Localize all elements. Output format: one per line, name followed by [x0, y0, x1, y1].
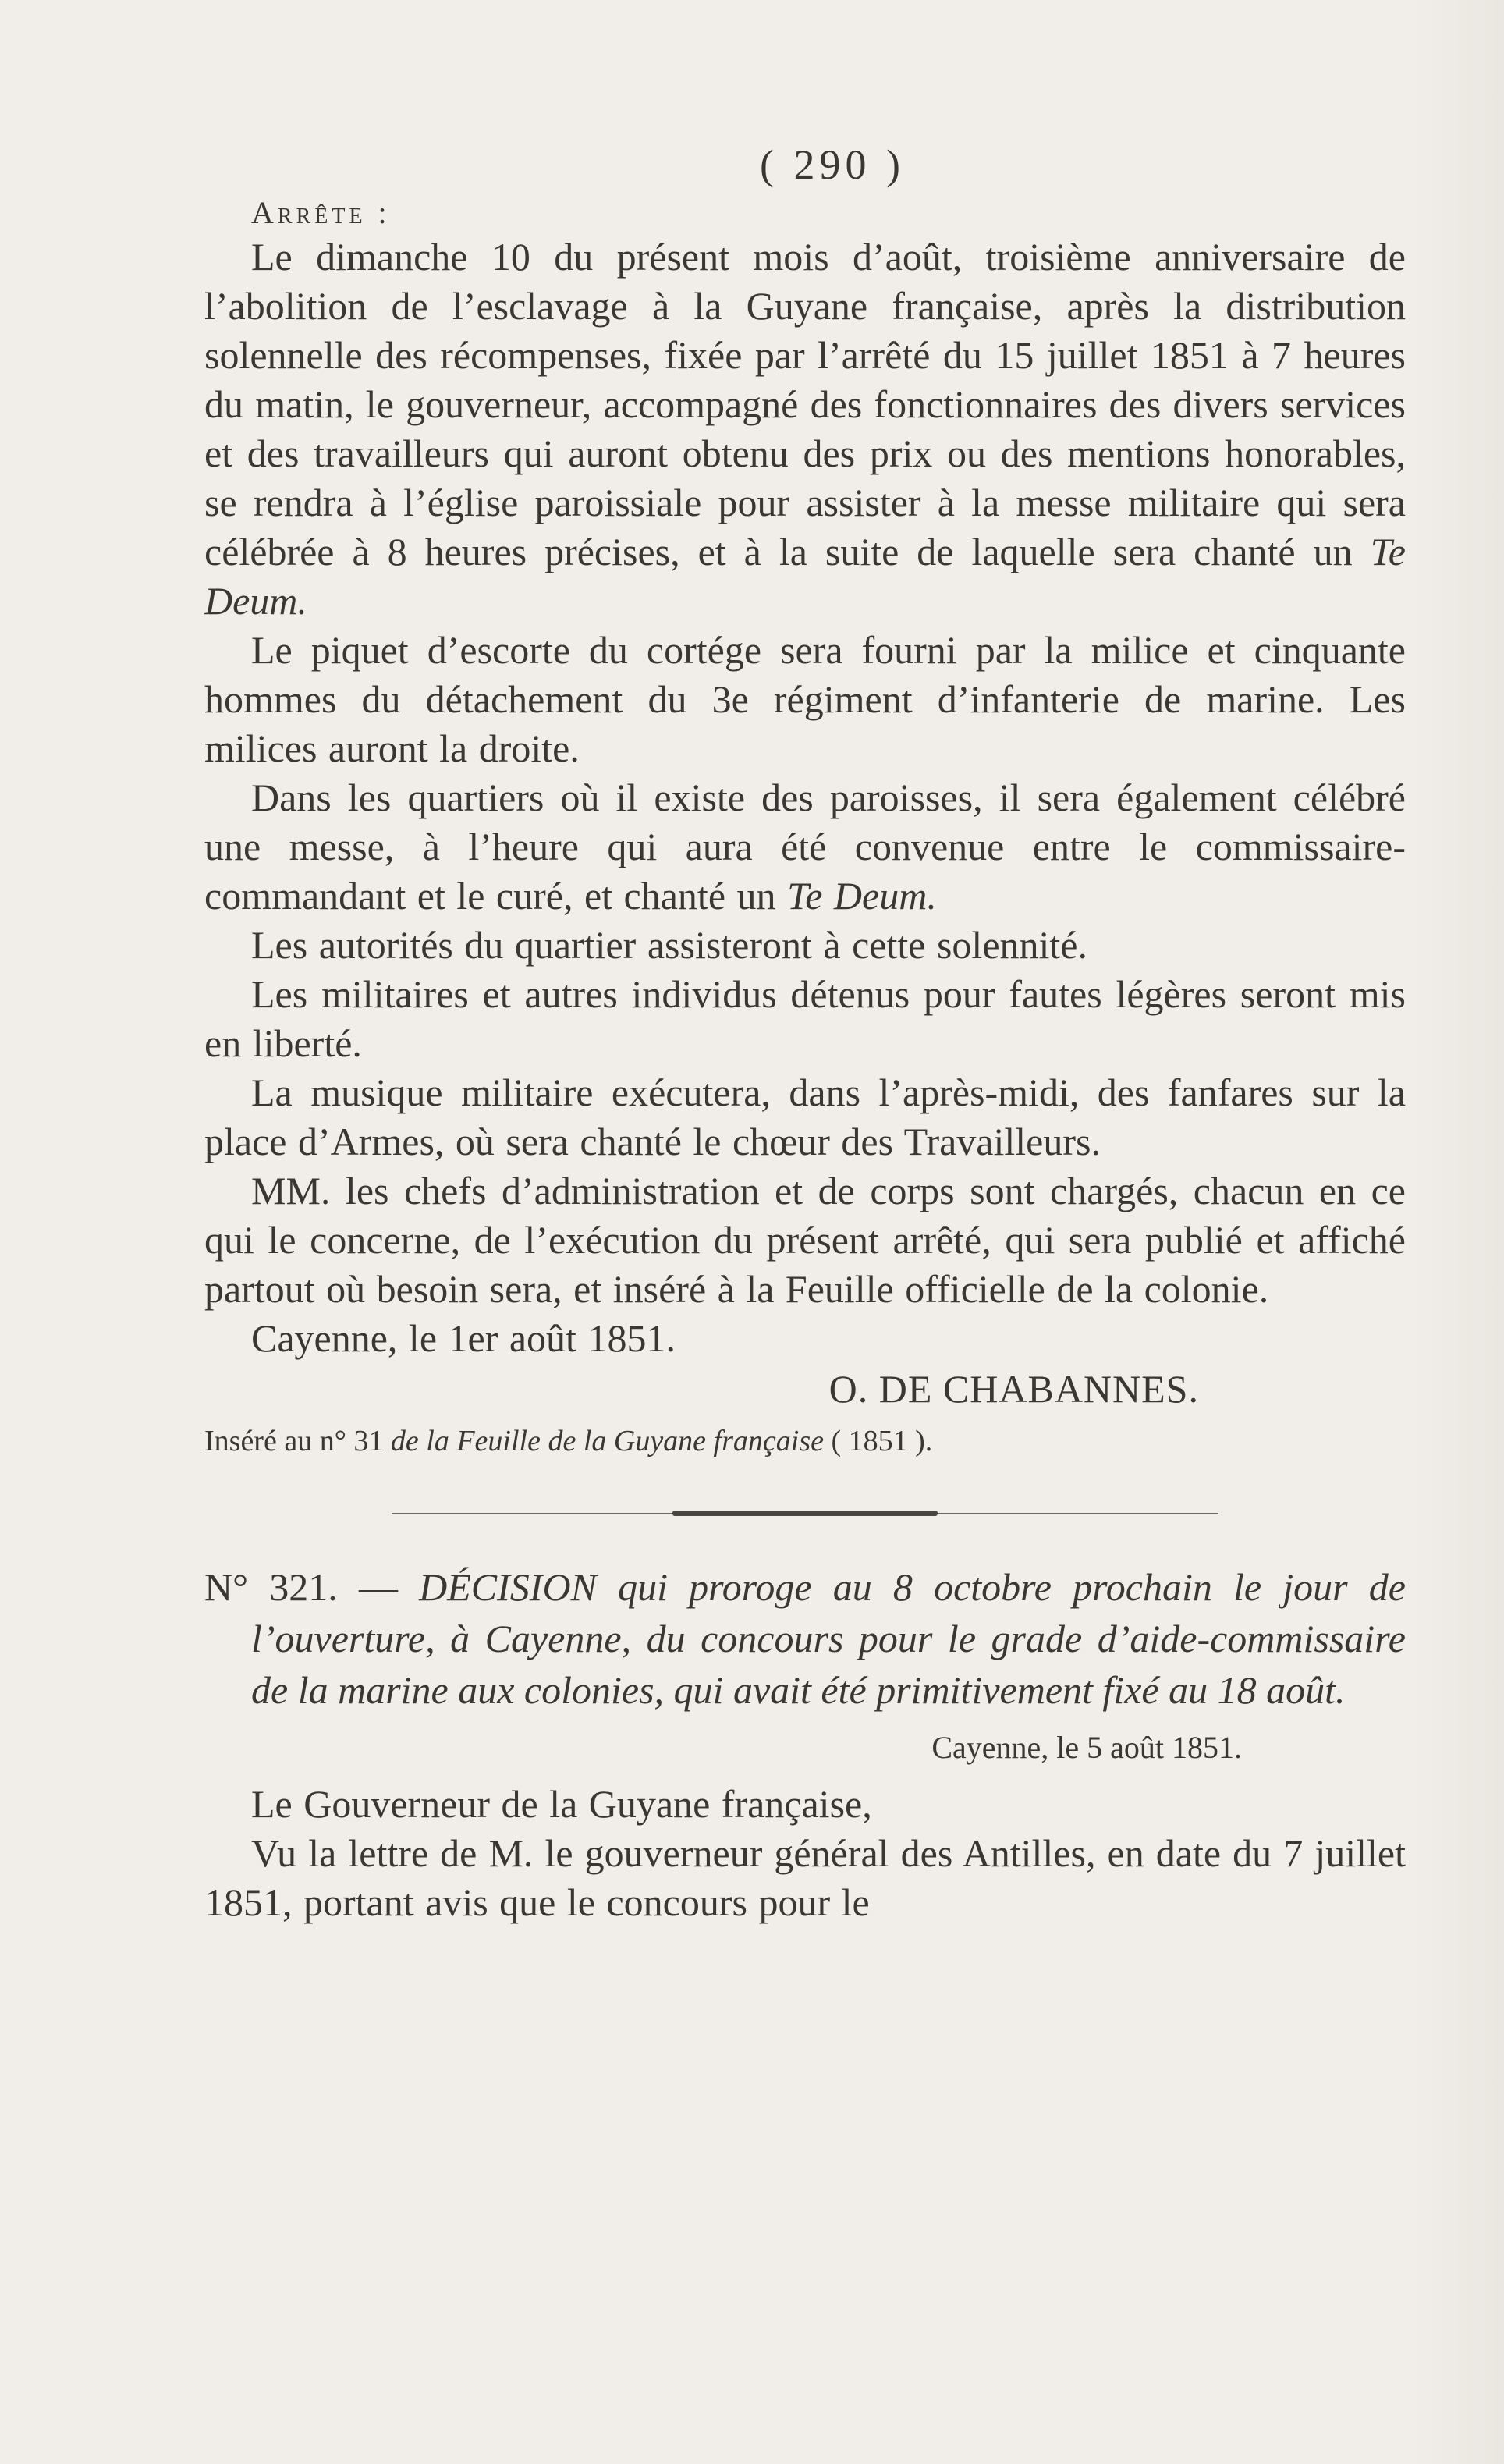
paragraph-6: La musique militaire exécutera, dans l’après-midi, des fanfares sur la place d’Armes, où sera chanté le chœur des Travailleurs. — [204, 1070, 1406, 1163]
gouverneur-line: Le Gouverneur de la Guyane française, — [251, 1782, 872, 1826]
text-column — [204, 140, 1406, 1927]
decision-number: N° 321. — — [204, 1565, 398, 1609]
paragraph-4: Les autorités du quartier assisteront à cette solennité. — [251, 923, 1087, 967]
decision-title: DÉCISION qui proroge au 8 octobre prochain le jour de l’ouverture, à Cayenne, du concours pour le grade d’aide-commissaire de la marine aux colonies, qui avait été primitivement fixé au 18 août. — [251, 1565, 1406, 1712]
arrete-body — [204, 233, 1406, 1363]
te-deum-1: Te Deum. — [204, 530, 1406, 623]
signing-date: Cayenne, le 1er août 1851. — [251, 1316, 676, 1360]
insertion-note — [204, 1419, 1406, 1463]
paragraph-1 — [204, 233, 1406, 626]
paragraph-7: MM. les chefs d’administration et de corps sont chargés, chacun en ce qui le concerne, de l’exécution du présent arrêté, qui sera publié et affiché partout où besoin sera, et inséré à la Feuille officielle de la colonie. — [204, 1169, 1406, 1311]
arrete-heading: Arrête : — [251, 195, 391, 230]
paragraph-2: Le piquet d’escorte du cortége sera fourni par la milice et cinquante hommes du détachement du 3e régiment d’infanterie de marine. Les milices auront la droite. — [204, 628, 1406, 770]
page-number: ( 290 ) — [760, 141, 905, 188]
decision-block — [204, 1561, 1406, 1716]
insertion-suffix: ( 1851 ). — [831, 1425, 933, 1457]
bleed-through-shadow — [1410, 0, 1504, 2464]
paragraph-5: Les militaires et autres individus détenus pour fautes légères seront mis en liberté. — [204, 972, 1406, 1065]
paragraph-3-text: Dans les quartiers où il existe des paroisses, il sera également célébré une messe, à l’heure qui aura été convenue entre le commissaire-commandant et le curé, et chanté un — [204, 776, 1406, 918]
decision-heading — [204, 1561, 1406, 1716]
vu-line: Vu la lettre de M. le gouverneur général des Antilles, en date du 7 juillet 1851, portant avis que le concours pour le — [204, 1831, 1406, 1924]
signature: O. DE CHABANNES. — [828, 1367, 1199, 1411]
decision-date: Cayenne, le 5 août 1851. — [931, 1730, 1242, 1765]
te-deum-2: Te Deum. — [787, 874, 937, 918]
insertion-prefix: Inséré au n° 31 — [204, 1425, 384, 1457]
insertion-publication: de la Feuille de la Guyane française — [390, 1425, 824, 1457]
decision-body — [204, 1780, 1406, 1927]
paragraph-3 — [204, 773, 1406, 921]
paragraph-1-text: Le dimanche 10 du présent mois d’août, troisième anniversaire de l’abolition de l’esclavage à la Guyane française, après la distribution solennelle des récompenses, fixée par l’arrêté du 15 juillet 1851 à 7 heures du matin, le gouverneur, accompagné des fonctionnaires des divers services et des travailleurs qui auront obtenu des prix ou des mentions honorables, se rendra à l’église paroissiale pour assister à la messe militaire qui sera célébrée à 8 heures précises, et à la suite de laquelle sera chanté un — [204, 235, 1406, 573]
divider-thick-line — [672, 1511, 938, 1516]
section-divider — [204, 1499, 1406, 1530]
